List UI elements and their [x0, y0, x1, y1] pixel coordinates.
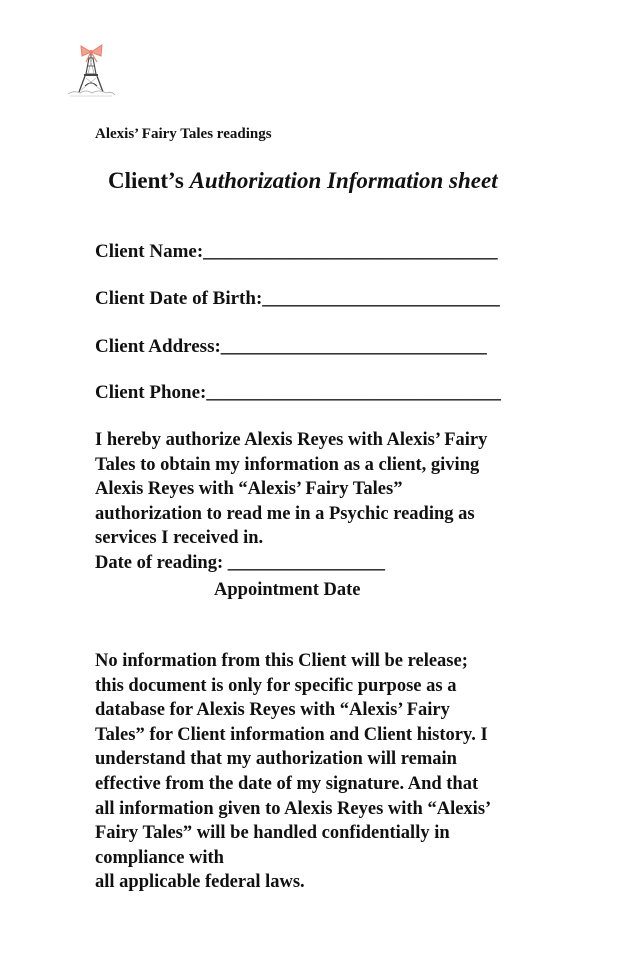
client-address-field[interactable]: Client Address:____________________________	[95, 336, 487, 357]
client-phone-field[interactable]: Client Phone:_______________________________	[95, 382, 501, 403]
authorization-line: Alexis Reyes with “Alexis’ Fairy Tales”	[95, 479, 403, 500]
title-italic: Authorization Information sheet	[189, 168, 498, 193]
client-name-field[interactable]: Client Name:_______________________________	[95, 241, 498, 262]
confidentiality-line: this document is only for specific purpose as a	[95, 675, 457, 696]
confidentiality-paragraph	[95, 649, 565, 895]
eiffel-tower-logo-icon	[66, 40, 116, 100]
authorization-line: I hereby authorize Alexis Reyes with Alexis’ Fairy	[95, 430, 488, 450]
page-title	[108, 168, 498, 194]
confidentiality-line: Tales” for Client information and Client history. I	[95, 724, 488, 745]
date-of-reading-field[interactable]: Date of reading: _________________	[95, 552, 385, 573]
authorization-line: authorization to read me in a Psychic reading as	[95, 503, 475, 524]
organization-name: Alexis’ Fairy Tales readings	[95, 126, 272, 142]
authorization-line: Tales to obtain my information as a client, giving	[95, 454, 480, 475]
client-dob-field[interactable]: Client Date of Birth:_________________________	[95, 288, 500, 309]
title-plain: Client’s	[108, 168, 184, 193]
authorization-line: services I received in.	[95, 528, 264, 549]
confidentiality-line: No information from this Client will be release;	[95, 651, 468, 671]
confidentiality-line: all applicable federal laws.	[95, 872, 305, 893]
confidentiality-line: effective from the date of my signature. And that	[95, 773, 479, 794]
confidentiality-line: compliance with	[95, 847, 224, 868]
confidentiality-line: all information given to Alexis Reyes with “Alexis’	[95, 798, 492, 819]
authorization-paragraph	[95, 428, 565, 576]
appointment-date-label: Appointment Date	[214, 580, 361, 600]
confidentiality-line: Fairy Tales” will be handled confidentially in	[95, 823, 450, 844]
confidentiality-line: database for Alexis Reyes with “Alexis’ Fairy	[95, 700, 450, 721]
confidentiality-line: understand that my authorization will remain	[95, 749, 457, 770]
